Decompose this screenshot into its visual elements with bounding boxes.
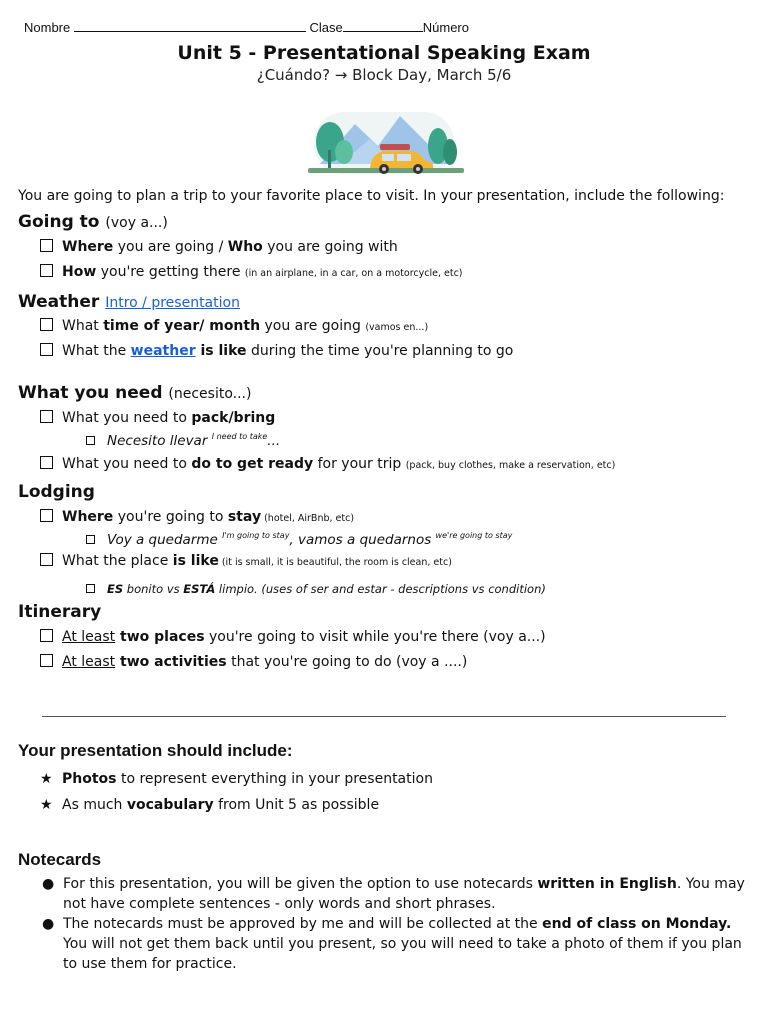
- sub-list-item: ES bonito vs ESTÁ limpio. (uses of ser and estar - descriptions vs condition): [86, 582, 546, 596]
- checkbox-icon[interactable]: [40, 553, 53, 566]
- list-item: Where you're going to stay (hotel, AirBnb, etc): [40, 509, 354, 525]
- nombre-blank[interactable]: [74, 20, 306, 32]
- weather-link[interactable]: weather: [130, 343, 196, 359]
- checkbox-icon[interactable]: [40, 343, 53, 356]
- sub-list-item: Voy a quedarme $^{I'm going to stay}$, vamos a quedarnos $^{we're going to stay}$: [86, 531, 512, 548]
- list-item: ● The notecards must be approved by me and will be collected at the end of class on Monday. You will not get them back until you present, so you will need to take a photo of them if you plan to use them for practice.: [42, 916, 742, 972]
- sub-list-item: Necesito llevar $^{I need to take}$...: [86, 432, 280, 449]
- checkbox-icon[interactable]: [40, 318, 53, 331]
- checkbox-icon[interactable]: [40, 410, 53, 423]
- intro-presentation-link[interactable]: Intro / presentation: [105, 295, 240, 311]
- list-item: What you need to do to get ready for your trip (pack, buy clothes, make a reservation, etc): [40, 456, 615, 472]
- list-item: ★ As much vocabulary from Unit 5 as possible: [40, 797, 380, 813]
- clase-blank[interactable]: [343, 20, 423, 32]
- list-item: ★ Photos to represent everything in your presentation: [40, 771, 433, 787]
- list-item: Where you are going / Who you are going with: [40, 239, 398, 255]
- header-fields: [24, 20, 469, 35]
- checkbox-icon[interactable]: [40, 264, 53, 277]
- notecards-heading: Notecards: [18, 850, 102, 869]
- section-heading: Itinerary: [18, 602, 102, 622]
- nombre-label: Nombre: [24, 20, 71, 35]
- checkbox-icon[interactable]: [40, 239, 53, 252]
- checkbox-icon[interactable]: [86, 584, 95, 593]
- page-subtitle: ¿Cuándo? → Block Day, March 5/6: [256, 66, 512, 84]
- presentation-heading: Your presentation should include:: [18, 741, 293, 760]
- section-paren: (voy a...): [105, 215, 168, 231]
- section-heading: Weather: [18, 292, 100, 312]
- divider: [42, 716, 726, 717]
- numero-label: Número: [422, 20, 469, 35]
- star-icon: ★: [40, 771, 53, 787]
- bullet-icon: ●: [42, 876, 55, 892]
- section-going-to: [18, 212, 168, 232]
- bullet-icon: ●: [42, 916, 55, 932]
- checkbox-icon[interactable]: [40, 456, 53, 469]
- intro-text: You are going to plan a trip to your favorite place to visit. In your presentation, include the following:: [18, 188, 725, 204]
- list-item: At least two places you're going to visit while you're there (voy a...): [40, 629, 546, 645]
- star-icon: ★: [40, 797, 53, 813]
- section-lodging: [18, 482, 95, 502]
- section-heading: Going to: [18, 212, 100, 232]
- checkbox-icon[interactable]: [86, 535, 95, 544]
- checkbox-icon[interactable]: [40, 629, 53, 642]
- list-item: What time of year/ month you are going (vamos en...): [40, 318, 428, 334]
- list-item: What the place is like (it is small, it is beautiful, the room is clean, etc): [40, 553, 452, 569]
- section-itinerary: [18, 602, 101, 622]
- list-item: What you need to pack/bring: [40, 410, 275, 426]
- road-trip-car-illustration: [300, 94, 470, 180]
- section-heading: Lodging: [18, 482, 95, 502]
- checkbox-icon[interactable]: [40, 509, 53, 522]
- section-weather: [18, 292, 240, 312]
- section-paren: (necesito...): [168, 386, 252, 402]
- list-item: ● For this presentation, you will be given the option to use notecards written in English. You may not have complete sentences - only words and short phrases.: [42, 876, 745, 912]
- checkbox-icon[interactable]: [40, 654, 53, 667]
- page-title: Unit 5 - Presentational Speaking Exam: [177, 42, 591, 64]
- list-item: At least two activities that you're going to do (voy a ....): [40, 654, 467, 670]
- clase-label: Clase: [309, 20, 343, 35]
- list-item: What the weather is like during the time you're planning to go: [40, 343, 513, 359]
- checkbox-icon[interactable]: [86, 436, 95, 445]
- section-heading: What you need: [18, 383, 163, 403]
- list-item: How you're getting there (in an airplane, in a car, on a motorcycle, etc): [40, 264, 463, 280]
- section-what-you-need: [18, 383, 251, 403]
